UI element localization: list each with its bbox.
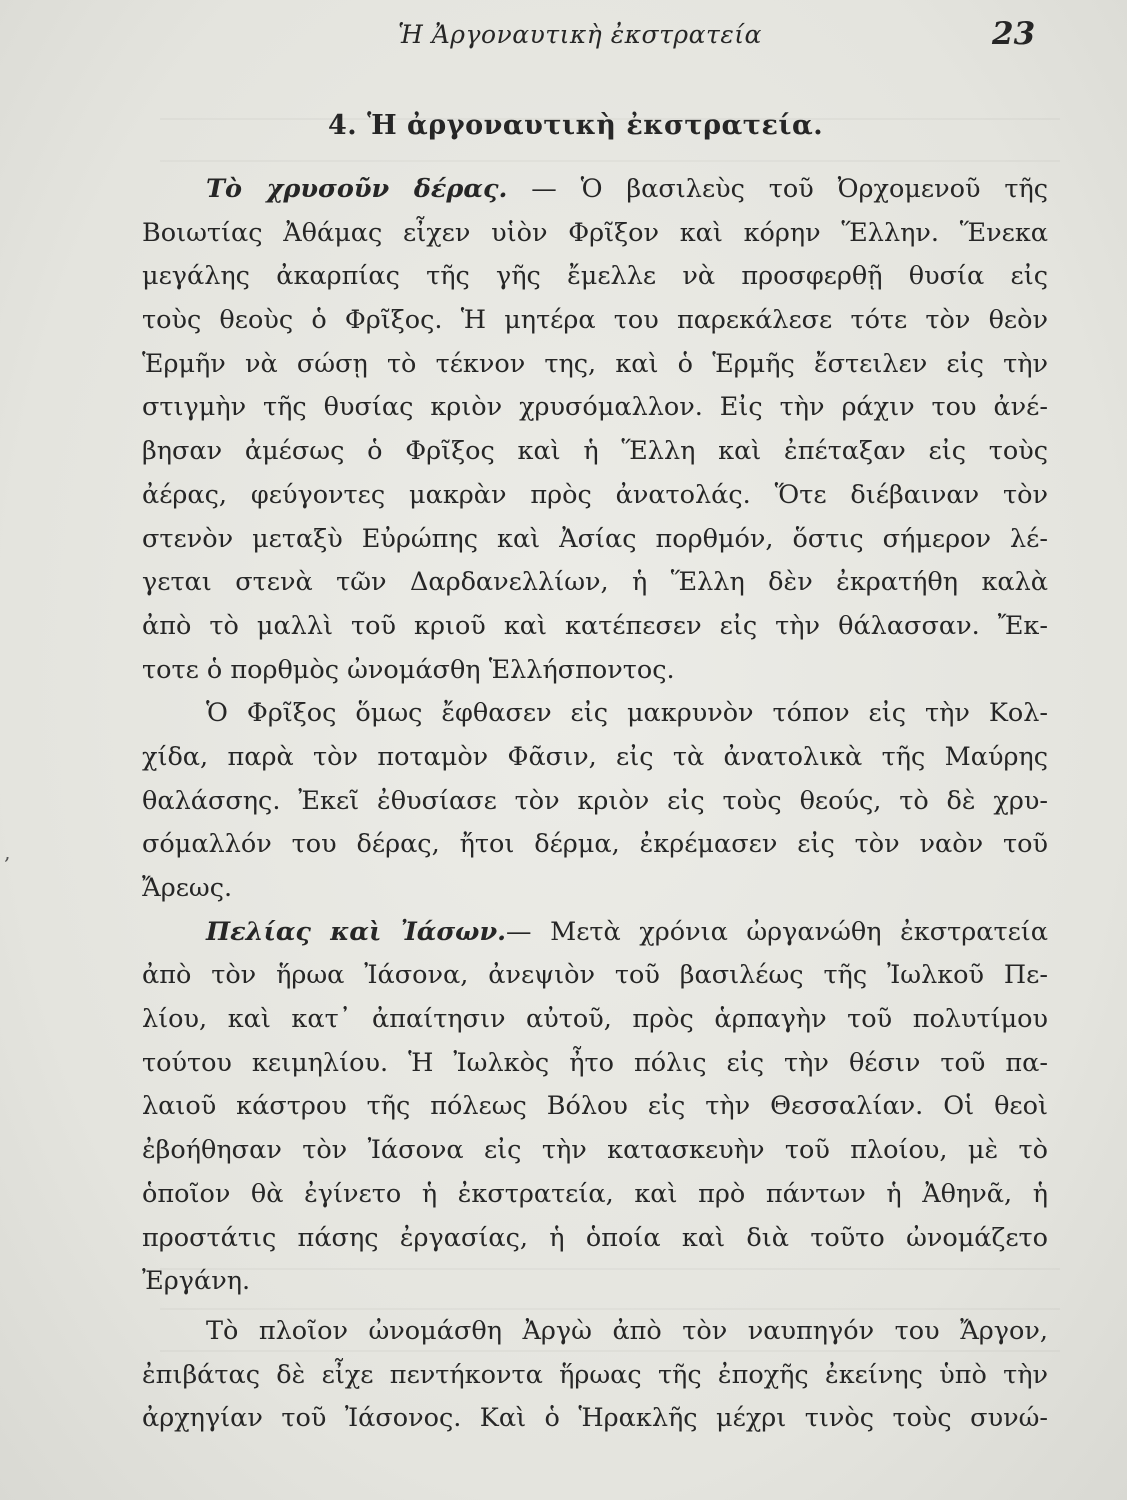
- running-title: Ἡ Ἀργοναυτικὴ ἐκστρατεία: [398, 20, 762, 49]
- text-line: Βοιωτίας Ἀθάμας εἶχεν υἱὸν Φρῖξον καὶ κόρην Ἕλλην. Ἕνεκα: [142, 217, 1048, 248]
- margin-tick-mark: ‚: [4, 840, 11, 864]
- text-line: τούτου κειμηλίου. Ἡ Ἰωλκὸς ἦτο πόλις εἰς τὴν θέσιν τοῦ πα-: [142, 1047, 1048, 1078]
- text-line: ἐπιβάτας δὲ εἶχε πεντήκοντα ἥρωας τῆς ἐποχῆς ἐκείνης ὑπὸ τὴν: [142, 1359, 1048, 1390]
- chapter-heading: 4. Ἡ ἀργοναυτικὴ ἐκστρατεία.: [328, 110, 824, 141]
- text-line: τοτε ὁ πορθμὸς ὠνομάσθη Ἑλλήσποντος.: [142, 654, 675, 685]
- text-line: Ἑρμῆν νὰ σώσῃ τὸ τέκνον της, καὶ ὁ Ἑρμῆς ἔστειλεν εἰς τὴν: [142, 348, 1048, 379]
- text-line: [142, 911, 1048, 955]
- line-text: — Μετὰ χρόνια ὠργανώθη ἐκστρατεία: [506, 916, 1049, 947]
- text-line: [142, 168, 1048, 212]
- text-line: μεγάλης ἀκαρπίας τῆς γῆς ἔμελλε νὰ προσφερθῇ θυσία εἰς: [142, 261, 1048, 292]
- text-line: προστάτις πάσης ἐργασίας, ἡ ὁποία καὶ διὰ τοῦτο ὠνομάζετο: [142, 1222, 1048, 1253]
- text-line: ἀπὸ τὸν ἥρωα Ἰάσονα, ἀνεψιὸν τοῦ βασιλέως τῆς Ἰωλκοῦ Πε-: [142, 960, 1048, 991]
- body-text: [142, 168, 1048, 1441]
- text-line: γεται στενὰ τῶν Δαρδανελλίων, ἡ Ἕλλη δὲν ἐκρατήθη καλὰ: [142, 567, 1048, 598]
- running-head: [0, 16, 1127, 56]
- page-number: 23: [992, 16, 1036, 52]
- text-line: ἀπὸ τὸ μαλλὶ τοῦ κριοῦ καὶ κατέπεσεν εἰς τὴν θάλασσαν. Ἔκ-: [142, 610, 1048, 641]
- text-line: ἀρχηγίαν τοῦ Ἰάσονος. Καὶ ὁ Ἡρακλῆς μέχρι τινὸς τοὺς συνώ-: [142, 1403, 1048, 1434]
- text-line: Ἄρεως.: [142, 873, 233, 903]
- text-line: σόμαλλόν του δέρας, ἤτοι δέρμα, ἐκρέμασεν εἰς τὸν ναὸν τοῦ: [142, 829, 1048, 860]
- text-line: ἀέρας, φεύγοντες μακρὰν πρὸς ἀνατολάς. Ὅτε διέβαιναν τὸν: [142, 479, 1048, 510]
- text-line: ὁποῖον θὰ ἐγίνετο ἡ ἐκστρατεία, καὶ πρὸ πάντων ἡ Ἀθηνᾶ, ἡ: [142, 1178, 1048, 1209]
- text-line: στενὸν μεταξὺ Εὐρώπης καὶ Ἀσίας πορθμόν, ὅστις σήμερον λέ-: [142, 523, 1048, 554]
- bleed-line: [160, 160, 1060, 162]
- section-subheading: Πελίας καὶ Ἰάσων.: [206, 916, 507, 947]
- text-line: χίδα, παρὰ τὸν ποταμὸν Φᾶσιν, εἰς τὰ ἀνατολικὰ τῆς Μαύρης: [142, 741, 1048, 772]
- text-line: λαιοῦ κάστρου τῆς πόλεως Βόλου εἰς τὴν Θεσσαλίαν. Οἱ θεοὶ: [142, 1091, 1048, 1122]
- text-line: ἐβοήθησαν τὸν Ἰάσονα εἰς τὴν κατασκευὴν τοῦ πλοίου, μὲ τὸ: [142, 1135, 1048, 1166]
- text-line: Ἐργάνη.: [142, 1266, 251, 1297]
- text-line: θαλάσσης. Ἐκεῖ ἐθυσίασε τὸν κριὸν εἰς τοὺς θεούς, τὸ δὲ χρυ-: [142, 785, 1048, 816]
- text-line: λίου, καὶ κατ᾽ ἀπαίτησιν αὐτοῦ, πρὸς ἁρπαγὴν τοῦ πολυτίμου: [142, 1004, 1048, 1035]
- text-line: βησαν ἀμέσως ὁ Φρῖξος καὶ ἡ Ἕλλη καὶ ἐπέταξαν εἰς τοὺς: [142, 436, 1048, 467]
- text-line: στιγμὴν τῆς θυσίας κριὸν χρυσόμαλλον. Εἰς τὴν ράχιν του ἀνέ-: [142, 392, 1048, 423]
- text-line: τοὺς θεοὺς ὁ Φρῖξος. Ἡ μητέρα του παρεκάλεσε τότε τὸν θεὸν: [142, 305, 1048, 336]
- text-line: Τὸ πλοῖον ὠνομάσθη Ἀργὼ ἀπὸ τὸν ναυπηγόν του Ἄργον,: [206, 1315, 1048, 1346]
- section-subheading: Τὸ χρυσοῦν δέρας.: [206, 174, 508, 204]
- line-text: — Ὁ βασιλεὺς τοῦ Ὀρχομενοῦ τῆς: [531, 174, 1049, 204]
- text-line: Ὁ Φρῖξος ὅμως ἔφθασεν εἰς μακρυνὸν τόπον εἰς τὴν Κολ-: [206, 698, 1048, 729]
